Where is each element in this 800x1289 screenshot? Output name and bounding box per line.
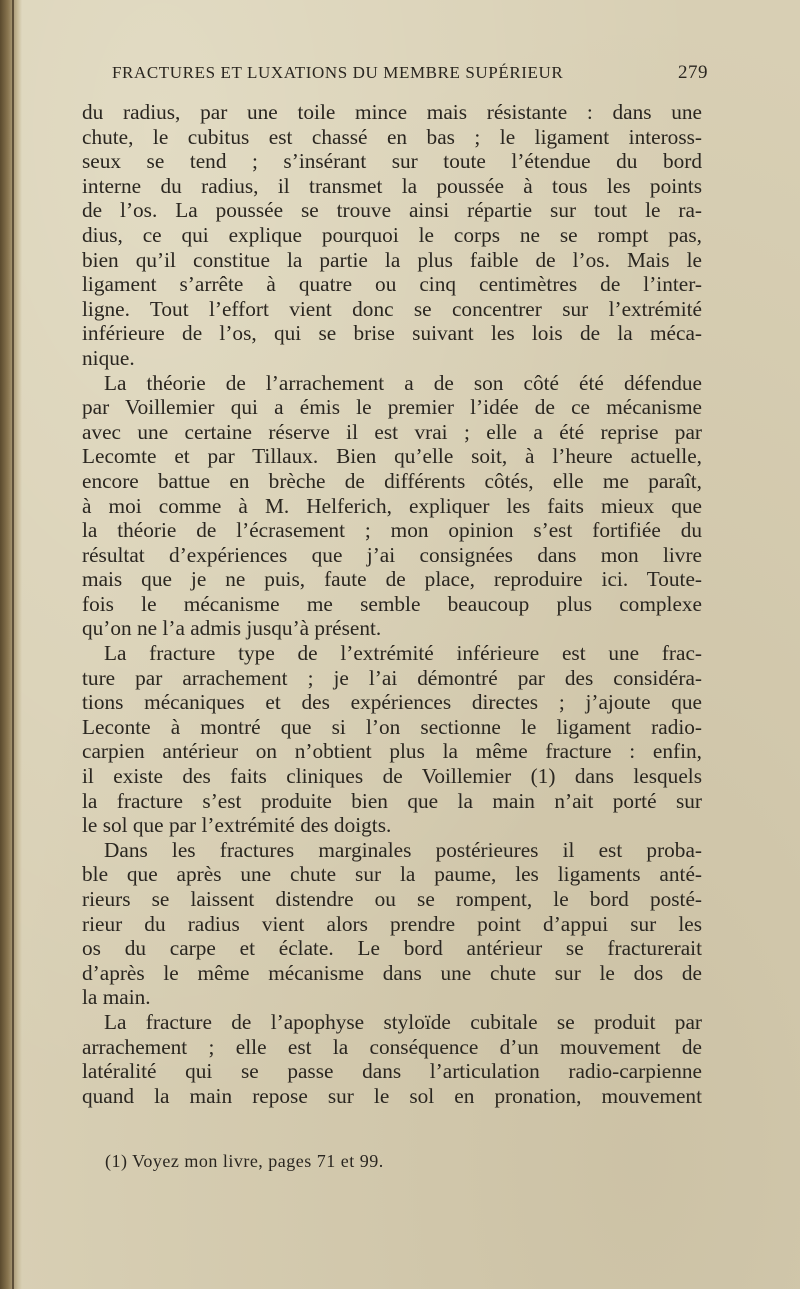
text-line: tions mécaniques et des expériences directes ; j’ajoute que [82, 690, 702, 715]
text-line: la main. [82, 985, 151, 1010]
running-header [112, 62, 708, 86]
text-line: bien qu’il constitue la partie la plus faible de l’os. Mais le [82, 247, 702, 272]
text-line: rieurs se laissent distendre ou se rompent, le bord posté- [82, 887, 702, 911]
text-line: rieur du radius vient alors prendre point d’appui sur les [82, 911, 702, 936]
text-line: résultat d’expériences que j’ai consignées dans mon livre [82, 542, 702, 567]
text-line: Leconte à montré que si l’on sectionne le ligament radio- [82, 714, 702, 739]
text-line: os du carpe et éclate. Le bord antérieur se fracturerait [82, 936, 702, 961]
text-line: ture par arrachement ; je l’ai démontré par des considéra- [82, 665, 702, 690]
book-spine-shadow [0, 0, 22, 1289]
page-number: 279 [678, 62, 708, 83]
binding-edge [12, 0, 14, 1289]
text-line: du radius, par une toile mince mais résistante : dans une [82, 100, 702, 124]
text-line: ble que après une chute sur la paume, les ligaments anté- [82, 862, 702, 887]
text-line: Lecomte et par Tillaux. Bien qu’elle soit, à l’heure actuelle, [82, 444, 702, 469]
text-line: nique. [82, 345, 135, 370]
text-line: chute, le cubitus est chassé en bas ; le ligament inteross- [82, 124, 702, 149]
text-line: d’après le même mécanisme dans une chute sur le dos de [82, 960, 702, 985]
text-line: arrachement ; elle est la conséquence d’un mouvement de [82, 1034, 702, 1059]
text-line: le sol que par l’extrémité des doigts. [82, 813, 392, 838]
running-title: FRACTURES ET LUXATIONS DU MEMBRE SUPÉRIEUR [112, 63, 564, 82]
text-line: à moi comme à M. Helferich, expliquer les faits mieux que [82, 493, 702, 518]
paragraph-start-line: La fracture type de l’extrémité inférieure est une frac- [104, 641, 702, 666]
text-line: seux se tend ; s’insérant sur toute l’étendue du bord [82, 149, 702, 174]
text-line: qu’on ne l’a admis jusqu’à présent. [82, 616, 382, 641]
text-line: la théorie de l’écrasement ; mon opinion s’est fortifiée du [82, 518, 702, 543]
text-line: quand la main repose sur le sol en pronation, mouvement [82, 1083, 702, 1108]
text-line: par Voillemier qui a émis le premier l’idée de ce mécanisme [82, 395, 702, 420]
text-line: interne du radius, il transmet la poussée à tous les points [82, 173, 702, 198]
text-line: encore battue en brèche de différents côtés, elle me paraît, [82, 468, 702, 493]
text-line: la fracture s’est produite bien que la main n’ait porté sur [82, 788, 702, 813]
paragraph-start-line: La théorie de l’arrachement a de son côté été défendue [104, 370, 702, 395]
body-text [82, 100, 702, 1108]
text-line: ligament s’arrête à quatre ou cinq centimètres de l’inter- [82, 272, 702, 297]
text-line: avec une certaine réserve il est vrai ; elle a été reprise par [82, 419, 702, 444]
text-line: mais que je ne puis, faute de place, reproduire ici. Toute- [82, 567, 702, 592]
footnote: (1) Voyez mon livre, pages 71 et 99. [105, 1151, 384, 1171]
text-line: carpien antérieur on n’obtient plus la même fracture : enfin, [82, 739, 702, 764]
text-line: inférieure de l’os, qui se brise suivant les lois de la méca- [82, 321, 702, 346]
text-line: fois le mécanisme me semble beaucoup plus complexe [82, 591, 702, 616]
text-line: dius, ce qui explique pourquoi le corps ne se rompt pas, [82, 222, 702, 247]
text-line: latéralité qui se passe dans l’articulation radio-carpienne [82, 1059, 702, 1084]
text-line: de l’os. La poussée se trouve ainsi répartie sur tout le ra- [82, 198, 702, 223]
text-line: ligne. Tout l’effort vient donc se concentrer sur l’extrémité [82, 296, 702, 321]
paragraph-start-line: La fracture de l’apophyse styloïde cubitale se produit par [104, 1009, 702, 1034]
paragraph-start-line: Dans les fractures marginales postérieures il est proba- [104, 837, 702, 862]
text-line: il existe des faits cliniques de Voillemier (1) dans lesquels [82, 764, 702, 789]
